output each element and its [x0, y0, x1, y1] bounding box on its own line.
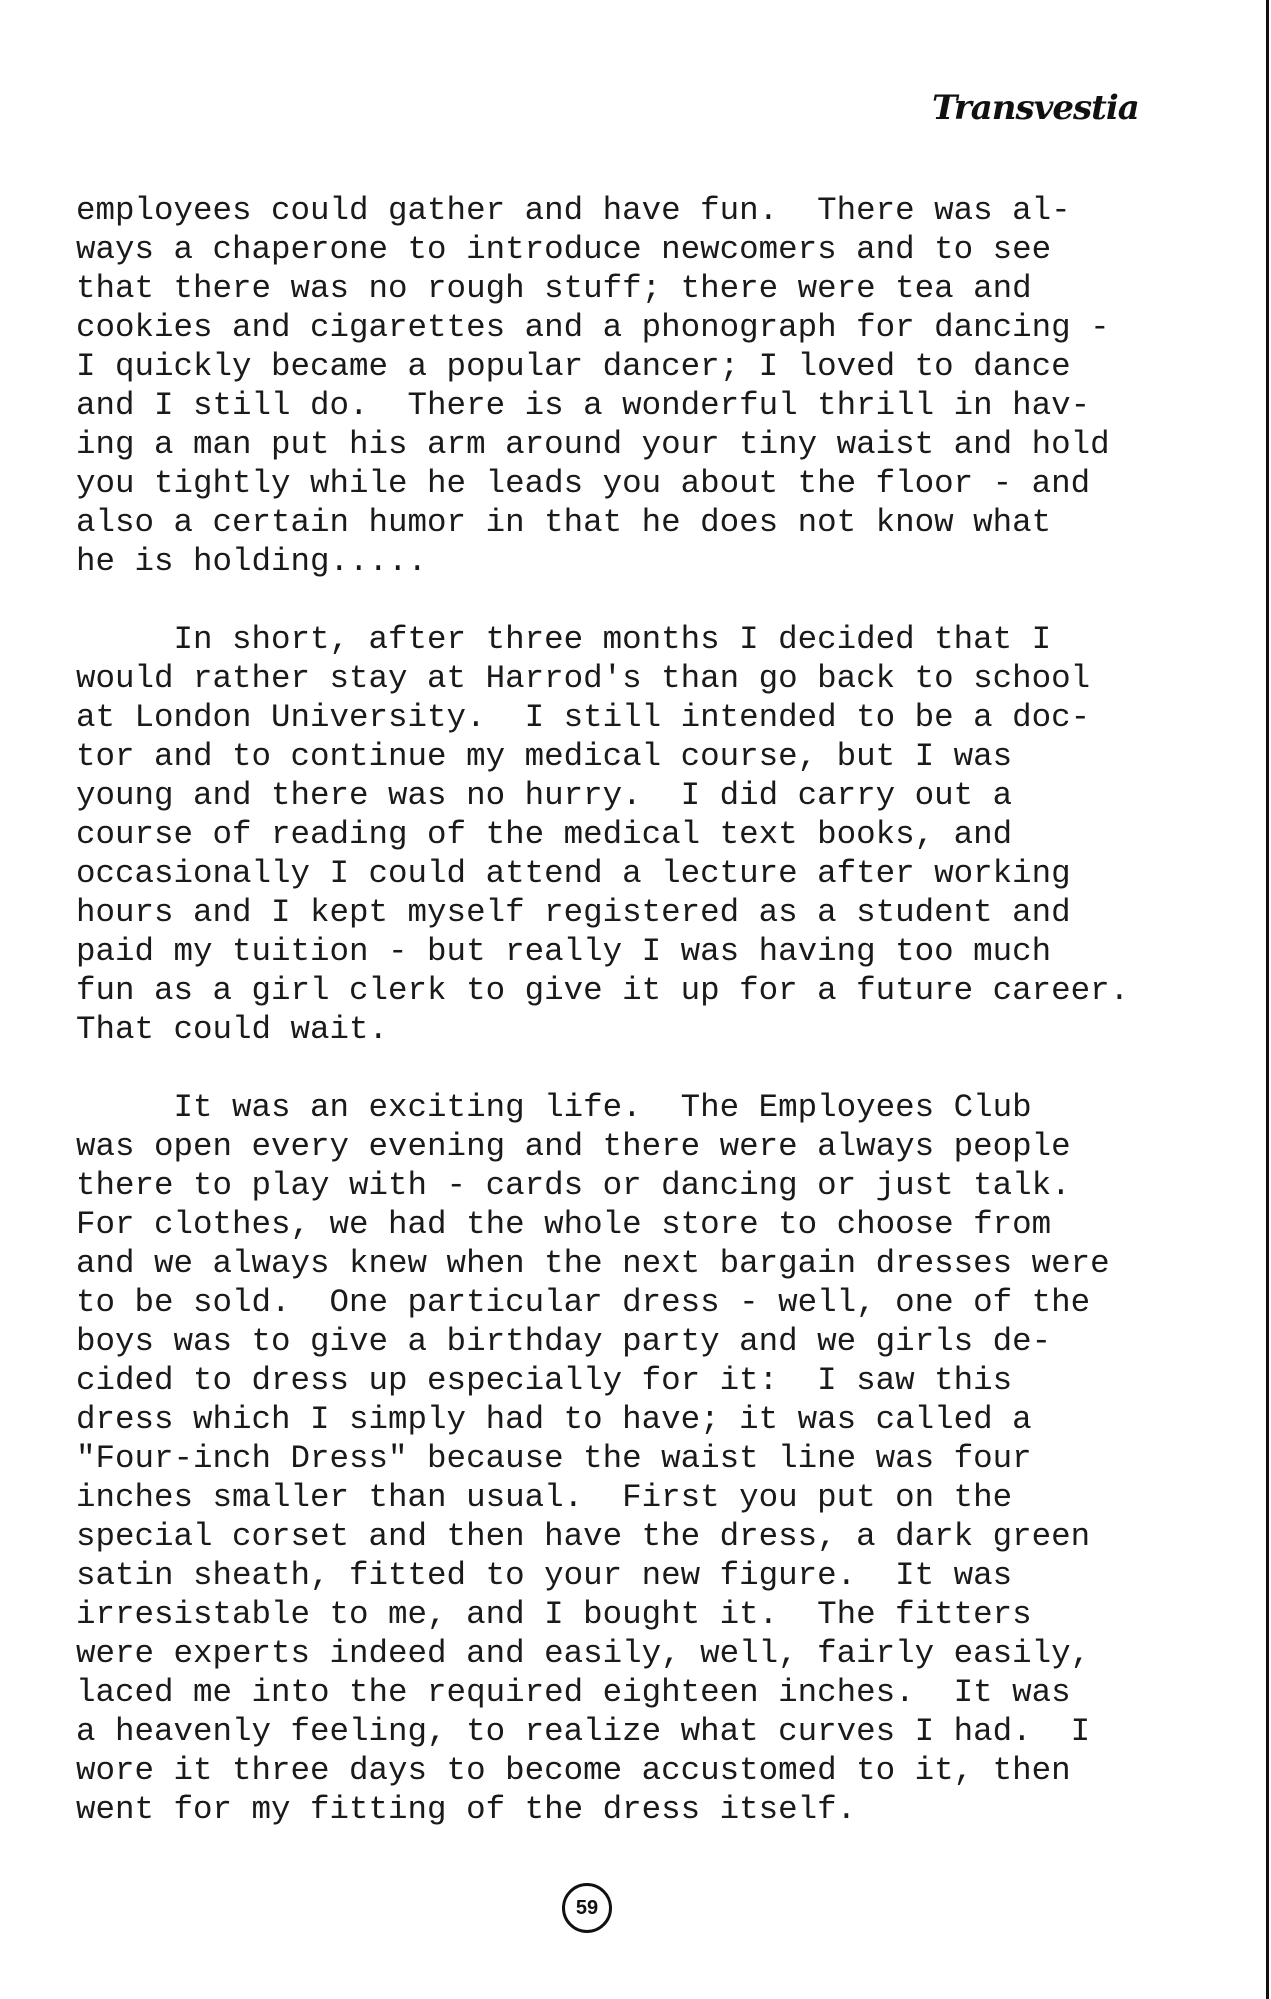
- text-line: also a certain humor in that he does not know what: [76, 504, 1052, 541]
- text-line: "Four-inch Dress" because the waist line was four: [76, 1440, 1032, 1477]
- page-edge-border: [1266, 0, 1269, 1999]
- text-line: a heavenly feeling, to realize what curves I had. I: [76, 1713, 1091, 1750]
- text-line: hours and I kept myself registered as a student and: [76, 894, 1071, 931]
- body-text: [76, 191, 1129, 1829]
- text-line: employees could gather and have fun. There was al-: [76, 192, 1071, 229]
- text-line: occasionally I could attend a lecture after working: [76, 855, 1071, 892]
- text-line: [76, 581, 1129, 620]
- text-line: irresistable to me, and I bought it. The fitters: [76, 1596, 1032, 1633]
- text-line: laced me into the required eighteen inches. It was: [76, 1674, 1071, 1711]
- text-line: was open every evening and there were always people: [76, 1128, 1071, 1165]
- text-line: [76, 1049, 1129, 1088]
- page-number: 59: [562, 1883, 612, 1933]
- text-line: and I still do. There is a wonderful thrill in hav-: [76, 387, 1091, 424]
- text-line: wore it three days to become accustomed to it, then: [76, 1752, 1071, 1789]
- text-line: satin sheath, fitted to your new figure. It was: [76, 1557, 1013, 1594]
- text-line: fun as a girl clerk to give it up for a future career.: [76, 972, 1130, 1009]
- text-line: paid my tuition - but really I was having too much: [76, 933, 1052, 970]
- text-line: that there was no rough stuff; there were tea and: [76, 270, 1032, 307]
- text-line: went for my fitting of the dress itself.: [76, 1791, 857, 1828]
- text-line: special corset and then have the dress, a dark green: [76, 1518, 1091, 1555]
- text-line: course of reading of the medical text books, and: [76, 816, 1013, 853]
- text-line: In short, after three months I decided that I: [76, 621, 1052, 658]
- text-line: inches smaller than usual. First you put on the: [76, 1479, 1013, 1516]
- text-line: you tightly while he leads you about the floor - and: [76, 465, 1091, 502]
- text-line: ing a man put his arm around your tiny waist and hold: [76, 426, 1110, 463]
- text-line: there to play with - cards or dancing or just talk.: [76, 1167, 1071, 1204]
- text-line: young and there was no hurry. I did carry out a: [76, 777, 1013, 814]
- text-line: would rather stay at Harrod's than go back to school: [76, 660, 1091, 697]
- text-line: and we always knew when the next bargain dresses were: [76, 1245, 1110, 1282]
- text-line: were experts indeed and easily, well, fairly easily,: [76, 1635, 1091, 1672]
- text-line: tor and to continue my medical course, but I was: [76, 738, 1013, 775]
- text-line: he is holding.....: [76, 543, 428, 580]
- text-line: I quickly became a popular dancer; I loved to dance: [76, 348, 1071, 385]
- text-line: For clothes, we had the whole store to choose from: [76, 1206, 1052, 1243]
- text-line: It was an exciting life. The Employees Club: [76, 1089, 1032, 1126]
- text-line: That could wait.: [76, 1011, 389, 1048]
- text-line: ways a chaperone to introduce newcomers and to see: [76, 231, 1052, 268]
- text-line: cided to dress up especially for it: I saw this: [76, 1362, 1013, 1399]
- text-line: dress which I simply had to have; it was called a: [76, 1401, 1032, 1438]
- text-line: at London University. I still intended to be a doc-: [76, 699, 1091, 736]
- text-line: cookies and cigarettes and a phonograph for dancing -: [76, 309, 1110, 346]
- running-header: Transvestia: [932, 88, 1139, 128]
- text-line: boys was to give a birthday party and we girls de-: [76, 1323, 1052, 1360]
- text-line: to be sold. One particular dress - well, one of the: [76, 1284, 1091, 1321]
